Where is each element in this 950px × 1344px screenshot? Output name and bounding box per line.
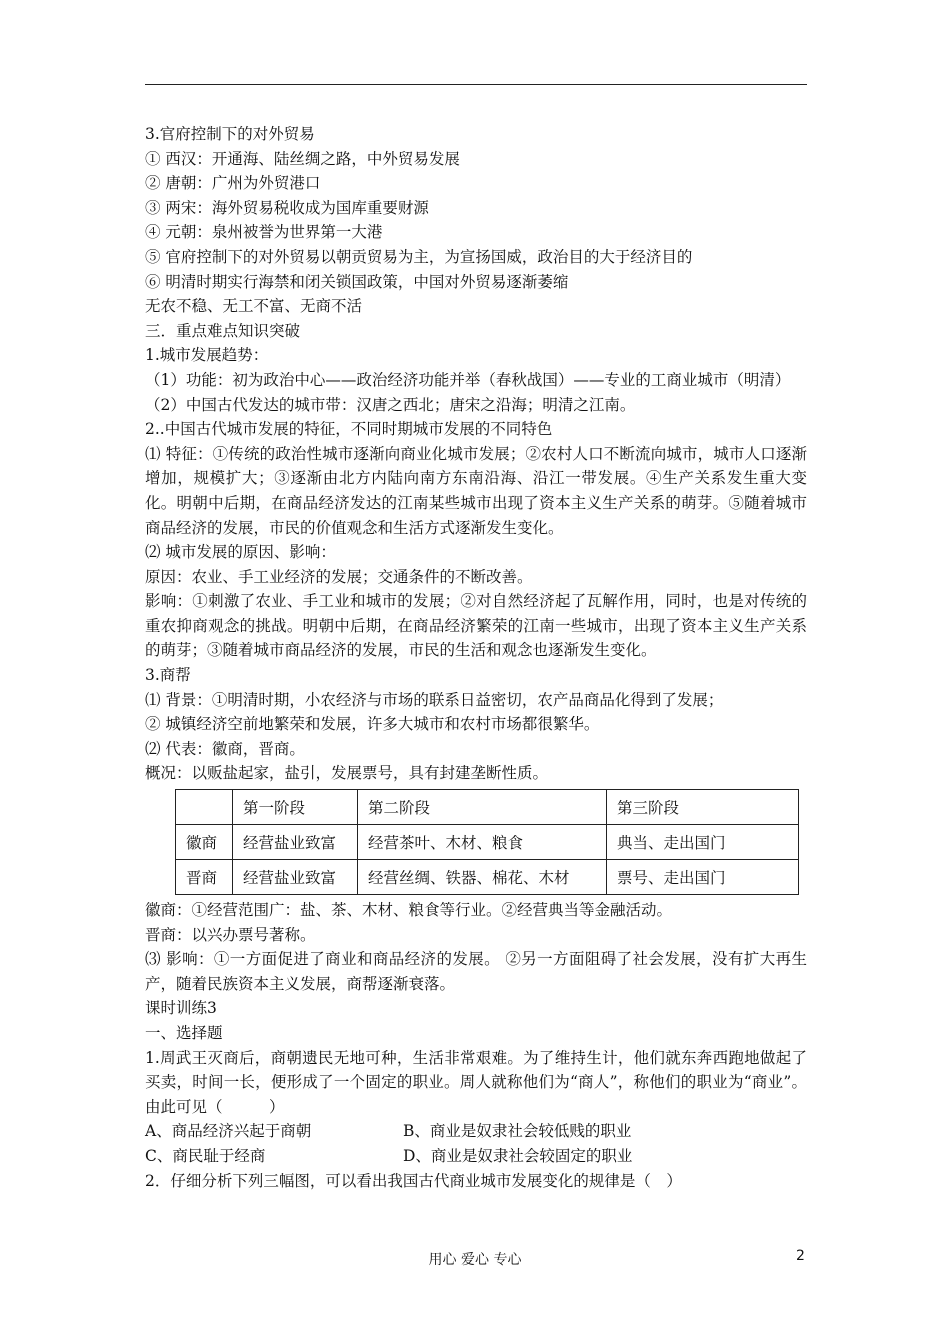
table-cell: 徽商	[176, 825, 233, 860]
table-cell	[176, 790, 233, 825]
list-item: （1）功能：初为政治中心——政治经济功能并举（春秋战国）——专业的工商业城市（明清）	[145, 370, 791, 389]
table-header: 第二阶段	[358, 790, 607, 825]
paragraph: ⑴ 特征：①传统的政治性城市逐渐向商业化城市发展；②农村人口不断流向城市，城市人口逐渐增加，规模扩大；③逐渐由北方内陆向南方东南沿海、沿江一带发展。④生产关系发生重大变化。明朝中后期，在商品经济发达的江南某些城市出现了资本主义生产关系的萌芽。⑤随着城市商品经济的发展，市民的价值观念和生活方式逐渐发生变化。	[145, 444, 807, 537]
section-heading: 3.官府控制下的对外贸易	[145, 125, 315, 143]
list-item: ④ 元朝：泉州被誉为世界第一大港	[145, 223, 383, 242]
table-header: 第三阶段	[607, 790, 799, 825]
question-2: 2．仔细分析下列三幅图，可以看出我国古代商业城市发展变化的规律是（ ）	[145, 1171, 682, 1190]
table-cell: 经营丝绸、铁器、棉花、木材	[358, 860, 607, 895]
section-heading: 课时训练3	[145, 999, 217, 1018]
list-item: ① 西汉：开通海、陆丝绸之路，中外贸易发展	[145, 149, 460, 168]
list-item: ② 城镇经济空前地繁荣和发展，许多大城市和农村市场都很繁华。	[145, 715, 600, 734]
table-header: 第一阶段	[233, 790, 358, 825]
choice-d: D、商业是奴隶社会较固定的职业	[403, 1146, 633, 1165]
merchant-table	[175, 789, 799, 895]
page-number: 2	[796, 1248, 805, 1264]
summary-line: 无农不稳、无工不富、无商不活	[145, 297, 363, 316]
paragraph: 概况：以贩盐起家，盐引，发展票号，具有封建垄断性质。	[145, 764, 549, 783]
subsection-heading: 3.商帮	[145, 666, 191, 685]
section-heading: 一、选择题	[145, 1024, 223, 1042]
table-cell: 经营盐业致富	[233, 825, 358, 860]
subsection-heading: 1.城市发展趋势：	[145, 346, 269, 365]
paragraph: 晋商：以兴办票号著称。	[145, 925, 316, 944]
table-cell: 票号、走出国门	[607, 860, 799, 895]
paragraph: 影响：①刺激了农业、手工业和城市的发展；②对自然经济起了瓦解作用，同时，也是对传统的重农抑商观念的挑战。明朝中后期，在商品经济繁荣的江南一些城市，出现了资本主义生产关系的萌芽；③随着城市商品经济的发展，市民的生活和观念也逐渐发生变化。	[145, 592, 807, 660]
table-cell: 晋商	[176, 860, 233, 895]
footer-slogan: 用心 爱心 专心	[428, 1252, 522, 1268]
paragraph: 原因：农业、手工业经济的发展；交通条件的不断改善。	[145, 567, 533, 586]
table-cell: 典当、走出国门	[607, 825, 799, 860]
list-item: ⑥ 明清时期实行海禁和闭关锁国政策，中国对外贸易逐渐萎缩	[145, 272, 569, 291]
paragraph: ⑶ 影响：①一方面促进了商业和商品经济的发展。 ②另一方面阻碍了社会发展，没有扩大再生产，随着民族资本主义发展，商帮逐渐衰落。	[145, 950, 807, 993]
choice-b: B、商业是奴隶社会较低贱的职业	[403, 1122, 632, 1141]
page-body	[145, 122, 807, 1193]
list-item: ② 唐朝：广州为外贸港口	[145, 174, 321, 193]
list-item: （2）中国古代发达的城市带：汉唐之西北；唐宋之沿海；明清之江南。	[145, 395, 636, 414]
table-cell: 经营茶叶、木材、粮食	[358, 825, 607, 860]
list-item: ⑵ 代表：徽商，晋商。	[145, 739, 305, 758]
table-row	[176, 860, 799, 895]
list-item: ⑵ 城市发展的原因、影响：	[145, 543, 336, 562]
choice-c: C、商民耻于经商	[145, 1146, 266, 1165]
table-cell: 经营盐业致富	[233, 860, 358, 895]
list-item: ⑴ 背景：①明清时期，小农经济与市场的联系日益密切，农产品商品化得到了发展；	[145, 690, 724, 709]
subsection-heading: 2..中国古代城市发展的特征，不同时期城市发展的不同特色	[145, 420, 553, 439]
choice-a: A、商品经济兴起于商朝	[145, 1122, 312, 1141]
choice-row	[145, 1119, 807, 1144]
header-rule	[145, 84, 807, 85]
question-1: 1.周武王灭商后，商朝遗民无地可种，生活非常艰难。为了维持生计，他们就东奔西跑地做起了买卖，时间一长，便形成了一个固定的职业。周人就称他们为“商人”，称他们的职业为“商业”。由此可见（ ）	[145, 1048, 807, 1116]
list-item: ⑤ 官府控制下的对外贸易以朝贡贸易为主，为宣扬国威，政治目的大于经济目的	[145, 247, 693, 266]
table-header-row	[176, 790, 799, 825]
list-item: ③ 两宋：海外贸易税收成为国库重要财源	[145, 198, 429, 217]
table-row	[176, 825, 799, 860]
choice-row	[145, 1144, 807, 1169]
paragraph: 徽商：①经营范围广：盐、茶、木材、粮食等行业。②经营典当等金融活动。	[145, 901, 673, 920]
section-heading: 三．重点难点知识突破	[145, 321, 301, 340]
